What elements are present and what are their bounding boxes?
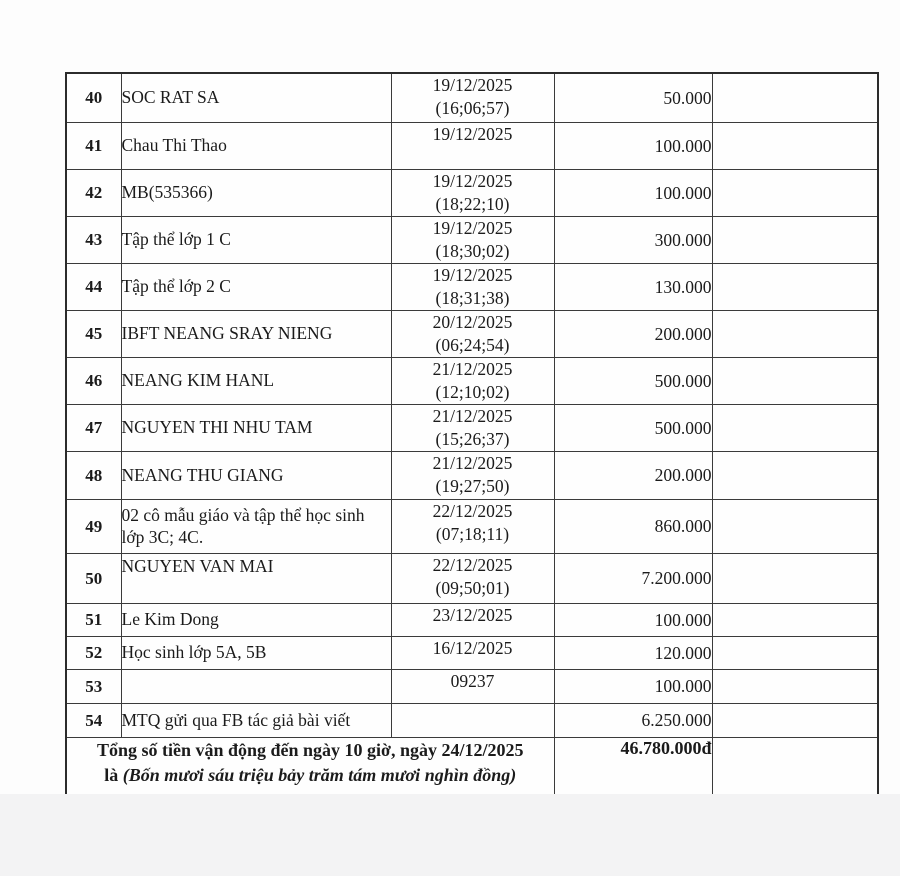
note-cell — [712, 637, 878, 670]
note-cell — [712, 405, 878, 452]
note-cell — [712, 670, 878, 704]
donor-name-cell: SOC RAT SA — [121, 73, 391, 123]
time-line: (09;50;01) — [435, 578, 510, 598]
time-line: (16;06;57) — [435, 98, 510, 118]
table-row — [66, 405, 878, 452]
date-cell — [391, 311, 554, 358]
donor-name-cell: 02 cô mẫu giáo và tập thể học sinh lớp 3C; 4C. — [121, 500, 391, 554]
date-cell — [391, 170, 554, 217]
donation-table-body — [66, 73, 878, 738]
amount-cell: 100.000 — [554, 670, 712, 704]
row-number-cell: 54 — [66, 704, 121, 738]
donor-name-cell — [121, 670, 391, 704]
amount-cell: 100.000 — [554, 170, 712, 217]
time-line: (15;26;37) — [435, 429, 510, 449]
donor-name-cell: NGUYEN VAN MAI — [121, 554, 391, 604]
date-cell — [391, 264, 554, 311]
donor-name-cell: Le Kim Dong — [121, 604, 391, 637]
table-row — [66, 452, 878, 500]
date-cell — [391, 704, 554, 738]
date-line: 21/12/2025 — [432, 359, 513, 379]
note-cell — [712, 358, 878, 405]
amount-cell: 100.000 — [554, 604, 712, 637]
donor-name-cell: Tập thể lớp 2 C — [121, 264, 391, 311]
date-cell — [391, 554, 554, 604]
date-line: 16/12/2025 — [432, 638, 513, 658]
time-line: (07;18;11) — [435, 524, 510, 544]
amount-cell: 130.000 — [554, 264, 712, 311]
date-cell — [391, 637, 554, 670]
table-row — [66, 123, 878, 170]
date-line: 19/12/2025 — [432, 265, 513, 285]
donor-name-cell: MTQ gửi qua FB tác giả bài viết — [121, 704, 391, 738]
date-cell — [391, 670, 554, 704]
row-number-cell: 52 — [66, 637, 121, 670]
date-line: 23/12/2025 — [432, 605, 513, 625]
time-line: (18;22;10) — [435, 194, 510, 214]
row-number-cell: 41 — [66, 123, 121, 170]
note-cell — [712, 264, 878, 311]
amount-cell: 200.000 — [554, 311, 712, 358]
date-cell — [391, 123, 554, 170]
page-bottom-margin — [0, 794, 900, 876]
time-line: (06;24;54) — [435, 335, 510, 355]
table-row — [66, 358, 878, 405]
note-cell — [712, 73, 878, 123]
amount-cell: 500.000 — [554, 405, 712, 452]
row-number-cell: 49 — [66, 500, 121, 554]
donor-name-cell: MB(535366) — [121, 170, 391, 217]
amount-cell: 7.200.000 — [554, 554, 712, 604]
table-row — [66, 73, 878, 123]
amount-cell: 6.250.000 — [554, 704, 712, 738]
row-number-cell: 46 — [66, 358, 121, 405]
date-line: 19/12/2025 — [432, 171, 513, 191]
row-number-cell: 45 — [66, 311, 121, 358]
donor-name-cell: Tập thể lớp 1 C — [121, 217, 391, 264]
table-row — [66, 704, 878, 738]
time-line: (18;31;38) — [435, 288, 510, 308]
row-number-cell: 50 — [66, 554, 121, 604]
total-amount-cell: 46.780.000đ — [554, 738, 712, 818]
date-cell — [391, 604, 554, 637]
row-number-cell: 42 — [66, 170, 121, 217]
note-cell — [712, 704, 878, 738]
date-line: 20/12/2025 — [432, 312, 513, 332]
date-line: 22/12/2025 — [432, 501, 513, 521]
date-cell — [391, 405, 554, 452]
amount-cell: 50.000 — [554, 73, 712, 123]
donor-name-cell: NEANG THU GIANG — [121, 452, 391, 500]
donor-name-cell: NGUYEN THI NHU TAM — [121, 405, 391, 452]
note-cell — [712, 604, 878, 637]
row-number-cell: 53 — [66, 670, 121, 704]
donor-name-cell: NEANG KIM HANL — [121, 358, 391, 405]
row-number-cell: 44 — [66, 264, 121, 311]
summary-line2-prefix: là — [104, 765, 123, 785]
table-row — [66, 500, 878, 554]
date-line: 09237 — [450, 671, 495, 691]
amount-cell: 500.000 — [554, 358, 712, 405]
time-line: (12;10;02) — [435, 382, 510, 402]
row-number-cell: 47 — [66, 405, 121, 452]
date-cell — [391, 500, 554, 554]
note-cell — [712, 554, 878, 604]
date-line: 21/12/2025 — [432, 453, 513, 473]
amount-cell: 100.000 — [554, 123, 712, 170]
table-row — [66, 604, 878, 637]
table-row — [66, 170, 878, 217]
time-line: (18;30;02) — [435, 241, 510, 261]
time-line: (19;27;50) — [435, 476, 510, 496]
amount-cell: 860.000 — [554, 500, 712, 554]
amount-cell: 120.000 — [554, 637, 712, 670]
donation-table — [65, 72, 879, 818]
date-cell — [391, 358, 554, 405]
row-number-cell: 48 — [66, 452, 121, 500]
donor-name-cell: Chau Thi Thao — [121, 123, 391, 170]
table-row — [66, 637, 878, 670]
donor-name-cell: Học sinh lớp 5A, 5B — [121, 637, 391, 670]
amount-cell: 200.000 — [554, 452, 712, 500]
note-cell — [712, 170, 878, 217]
date-cell — [391, 452, 554, 500]
date-line: 19/12/2025 — [432, 124, 513, 144]
row-number-cell: 40 — [66, 73, 121, 123]
note-cell — [712, 311, 878, 358]
amount-cell: 300.000 — [554, 217, 712, 264]
date-line: 19/12/2025 — [432, 218, 513, 238]
row-number-cell: 51 — [66, 604, 121, 637]
note-cell — [712, 452, 878, 500]
date-cell — [391, 73, 554, 123]
table-row — [66, 311, 878, 358]
row-number-cell: 43 — [66, 217, 121, 264]
note-cell — [712, 123, 878, 170]
summary-line1: Tổng số tiền vận động đến ngày 10 giờ, ngày 24/12/2025 — [96, 740, 524, 760]
table-row — [66, 217, 878, 264]
note-cell — [712, 217, 878, 264]
donor-name-cell: IBFT NEANG SRAY NIENG — [121, 311, 391, 358]
note-cell — [712, 500, 878, 554]
date-line: 22/12/2025 — [432, 555, 513, 575]
table-row — [66, 264, 878, 311]
summary-amount-in-words: (Bốn mươi sáu triệu bảy trăm tám mươi nghìn đồng) — [122, 765, 517, 785]
date-line: 19/12/2025 — [432, 75, 513, 95]
date-cell — [391, 217, 554, 264]
table-row — [66, 670, 878, 704]
summary-line2 — [67, 763, 554, 788]
date-line: 21/12/2025 — [432, 406, 513, 426]
table-row — [66, 554, 878, 604]
